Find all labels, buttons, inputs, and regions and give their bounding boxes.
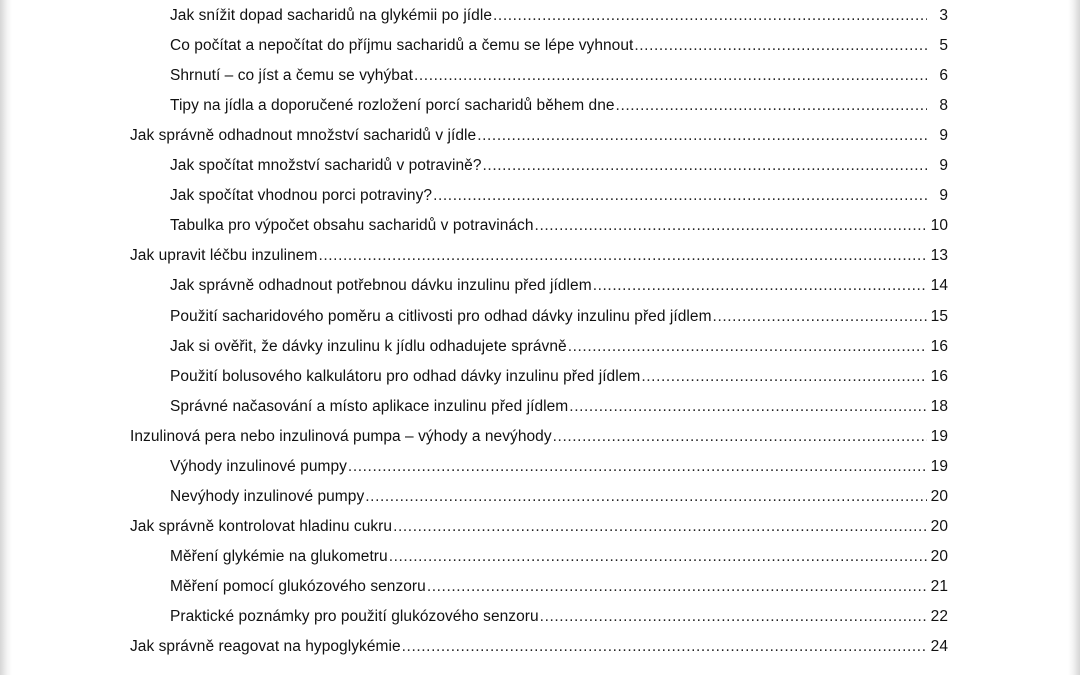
toc-entry-page-number: 3 — [939, 7, 948, 24]
toc-entry[interactable] — [170, 7, 948, 37]
toc-entry[interactable] — [170, 338, 948, 368]
toc-dot-leader — [568, 338, 927, 356]
toc-dot-leader — [393, 518, 927, 536]
toc-dot-leader — [477, 127, 927, 145]
toc-entry-page-number: 21 — [930, 577, 948, 595]
toc-entry-page-number: 19 — [930, 427, 948, 445]
toc-dot-leader — [365, 488, 927, 506]
toc-entry-page-number: 9 — [939, 157, 948, 175]
toc-entry[interactable] — [170, 608, 948, 638]
toc-dot-leader — [553, 428, 927, 446]
toc-dot-leader — [402, 638, 927, 656]
toc-dot-leader — [713, 308, 927, 326]
toc-entry-page-number: 6 — [939, 67, 948, 85]
toc-dot-leader — [427, 578, 927, 596]
toc-entry-page-number: 8 — [939, 97, 948, 115]
toc-dot-leader — [414, 67, 927, 85]
toc-entry[interactable] — [130, 247, 948, 277]
toc-entry-page-number: 24 — [930, 638, 948, 656]
toc-dot-leader — [540, 608, 927, 626]
toc-entry[interactable] — [130, 428, 948, 458]
toc-entry[interactable] — [130, 127, 948, 157]
toc-dot-leader — [535, 217, 927, 235]
toc-entry-title: Měření pomocí glukózového senzoru — [170, 577, 426, 595]
toc-entry-title: Jak spočítat vhodnou porci potraviny? — [170, 187, 433, 205]
toc-entry-title: Jak správně odhadnout množství sacharidů v jídle — [130, 127, 477, 145]
toc-entry-page-number: 22 — [930, 608, 948, 625]
toc-entry-page-number: 9 — [939, 187, 948, 205]
toc-entry[interactable] — [170, 458, 948, 488]
toc-dot-leader — [433, 187, 927, 205]
toc-dot-leader — [348, 458, 927, 476]
toc-entry[interactable] — [170, 277, 948, 307]
toc-entry[interactable] — [170, 398, 948, 428]
toc-dot-leader — [616, 97, 927, 115]
toc-entry[interactable] — [170, 67, 948, 97]
toc-entry-title: Tabulka pro výpočet obsahu sacharidů v potravinách — [170, 217, 534, 235]
toc-entry[interactable] — [130, 638, 948, 668]
toc-entry-title: Jak snížit dopad sacharidů na glykémii po jídle — [170, 7, 492, 24]
toc-dot-leader — [493, 7, 927, 25]
toc-dot-leader — [483, 157, 928, 175]
toc-entry-page-number: 14 — [930, 277, 948, 295]
toc-entry-title: Výhody inzulinové pumpy — [170, 457, 347, 475]
toc-entry-page-number: 20 — [930, 517, 948, 535]
toc-entry-page-number: 20 — [930, 487, 948, 505]
toc-entry[interactable] — [170, 97, 948, 127]
toc-dot-leader — [593, 277, 927, 295]
toc-entry-title: Použití sacharidového poměru a citlivosti pro odhad dávky inzulinu před jídlem — [170, 307, 712, 325]
toc-dot-leader — [641, 368, 927, 386]
toc-dot-leader — [634, 37, 927, 55]
toc-entry-title: Praktické poznámky pro použití glukózového senzoru — [170, 608, 539, 625]
toc-entry-page-number: 9 — [939, 127, 948, 145]
toc-entry-page-number: 20 — [930, 547, 948, 565]
toc-dot-leader — [318, 247, 927, 265]
toc-entry[interactable] — [170, 157, 948, 187]
toc-entry-title: Nevýhody inzulinové pumpy — [170, 487, 365, 505]
toc-entry-title: Shrnutí – co jíst a čemu se vyhýbat — [170, 67, 413, 85]
toc-entry-title: Tipy na jídla a doporučené rozložení porcí sacharidů během dne — [170, 97, 615, 115]
toc-entry-page-number: 5 — [939, 37, 948, 55]
toc-entry-page-number: 10 — [930, 217, 948, 235]
toc-entry[interactable] — [170, 368, 948, 398]
toc-entry-title: Použití bolusového kalkulátoru pro odhad dávky inzulinu před jídlem — [170, 367, 641, 385]
toc-entry-title: Jak upravit léčbu inzulinem — [130, 247, 318, 265]
toc-entry-title: Jak správně kontrolovat hladinu cukru — [130, 517, 393, 535]
toc-dot-leader — [569, 398, 927, 416]
toc-entry-page-number: 18 — [930, 397, 948, 415]
toc-entry-title: Správné načasování a místo aplikace inzulinu před jídlem — [170, 397, 569, 415]
toc-entry-title: Jak si ověřit, že dávky inzulinu k jídlu odhadujete správně — [170, 337, 567, 355]
toc-entry[interactable] — [170, 37, 948, 67]
toc-entry[interactable] — [170, 488, 948, 518]
toc-entry-page-number: 16 — [930, 367, 948, 385]
toc-entry-page-number: 19 — [930, 457, 948, 475]
toc-entry-title: Jak spočítat množství sacharidů v potravině? — [170, 157, 482, 175]
toc-dot-leader — [389, 548, 927, 566]
toc-entry-page-number: 15 — [930, 307, 948, 325]
toc-entry-page-number: 16 — [930, 337, 948, 355]
toc-entry-title: Měření glykémie na glukometru — [170, 547, 388, 565]
toc-entry[interactable] — [170, 217, 948, 247]
toc-entry[interactable] — [170, 308, 948, 338]
toc-entry-title: Co počítat a nepočítat do příjmu sacharidů a čemu se lépe vyhnout — [170, 37, 634, 55]
toc-entry-title: Jak správně reagovat na hypoglykémie — [130, 638, 401, 656]
toc-entry-title: Inzulinová pera nebo inzulinová pumpa – výhody a nevýhody — [130, 427, 552, 445]
toc-entry[interactable] — [130, 518, 948, 548]
toc-entry[interactable] — [170, 548, 948, 578]
toc-entry-title: Jak správně odhadnout potřebnou dávku inzulinu před jídlem — [170, 277, 592, 295]
toc-entry[interactable] — [170, 187, 948, 217]
toc-entry-page-number: 13 — [930, 247, 948, 265]
toc-entry[interactable] — [170, 578, 948, 608]
